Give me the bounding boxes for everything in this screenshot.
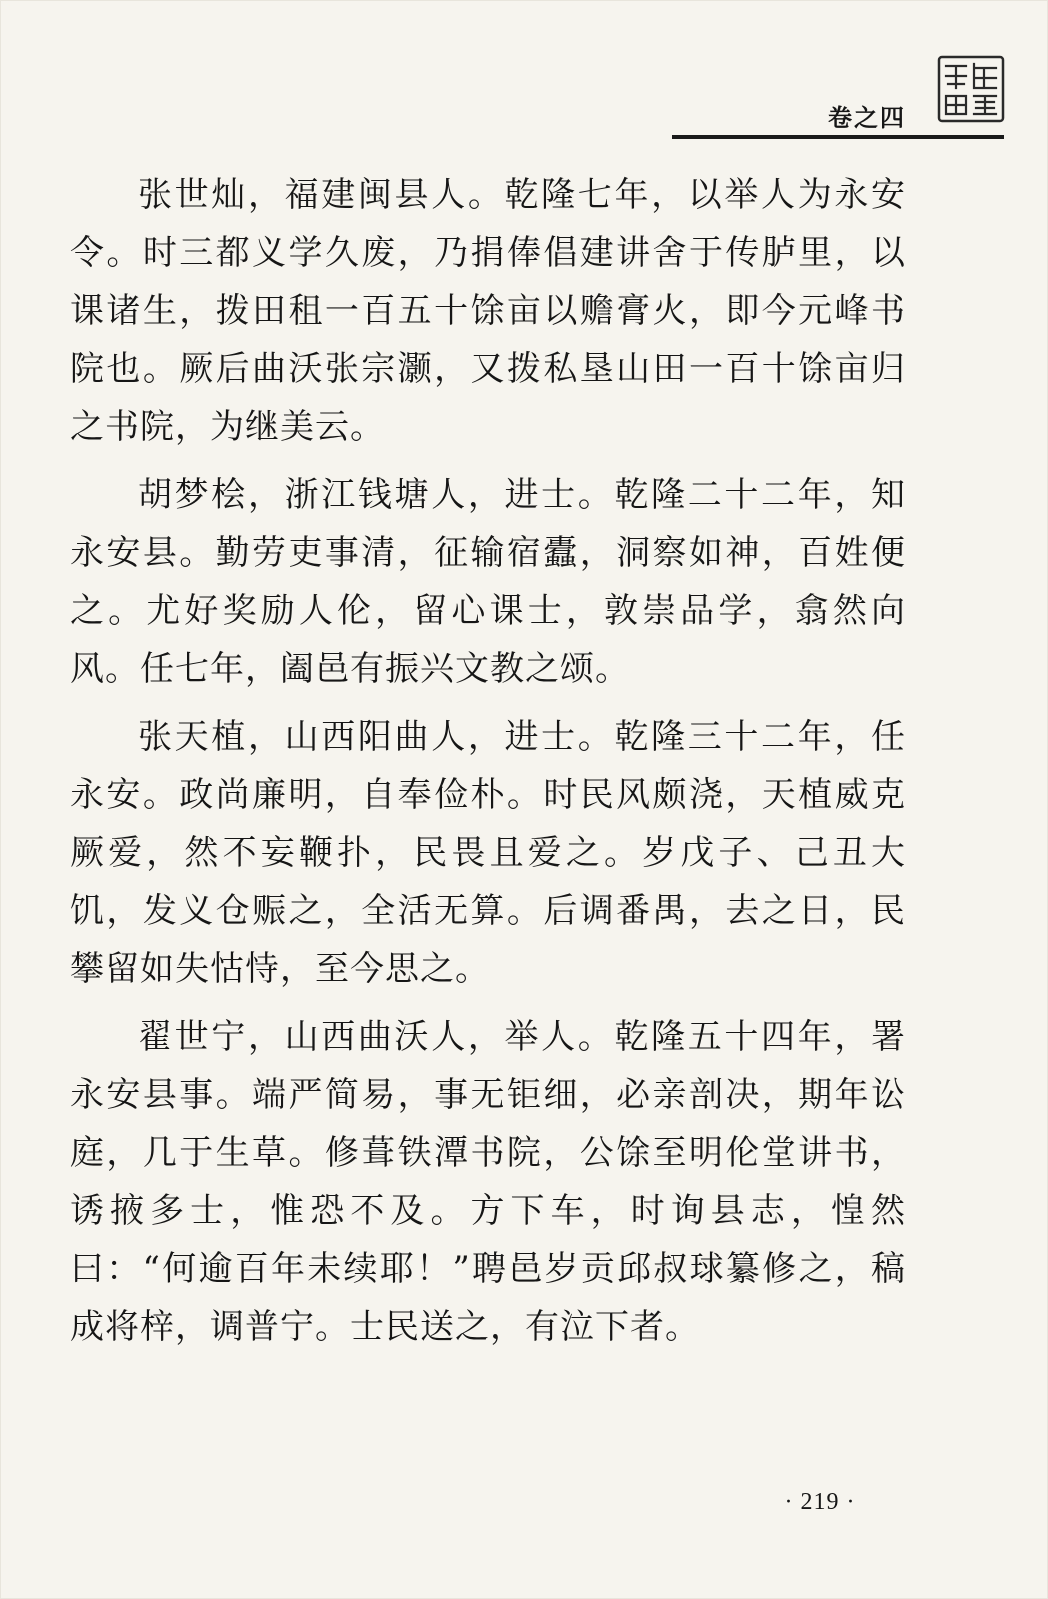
page-number: · 219 ·	[784, 1489, 856, 1515]
chapter-title: 卷之四	[828, 104, 906, 132]
body-text	[70, 166, 906, 1366]
paragraph: 胡梦桧，浙江钱塘人，进士。乾隆二十二年，知永安县。勤劳吏事清，征输宿蠹，洞察如神，百姓便之。尤好奖励人伦，留心课士，敦崇品学，翕然向风。任七年，阖邑有振兴文教之颂。	[70, 475, 906, 689]
paragraph: 张天植，山西阳曲人，进士。乾隆三十二年，任永安。政尚廉明，自奉俭朴。时民风颇浇，天植威克厥爱，然不妄鞭扑，民畏且爱之。岁戊子、己丑大饥，发义仓赈之，全活无算。后调番禺，去之日，民攀留如失怙恃，至今思之。	[70, 717, 906, 989]
header-rule	[672, 135, 1004, 139]
paragraph: 翟世宁，山西曲沃人，举人。乾隆五十四年，署永安县事。端严简易，事无钜细，必亲剖决，期年讼庭，几于生草。修葺铁潭书院，公馀至明伦堂讲书，诱掖多士，惟恐不及。方下车，时询县志，惶然曰：“何逾百年未续耶！”聘邑岁贡邱叔球纂修之，稿成将梓，调普宁。士民送之，有泣下者。	[70, 1017, 906, 1347]
seal-stamp-icon	[936, 54, 1006, 124]
paragraph: 张世灿，福建闽县人。乾隆七年，以举人为永安令。时三都义学久废，乃捐俸倡建讲舍于传胪里，以课诸生，拨田租一百五十馀亩以赡膏火，即今元峰书院也。厥后曲沃张宗灏，又拨私垦山田一百十馀亩归之书院，为继美云。	[70, 175, 906, 447]
